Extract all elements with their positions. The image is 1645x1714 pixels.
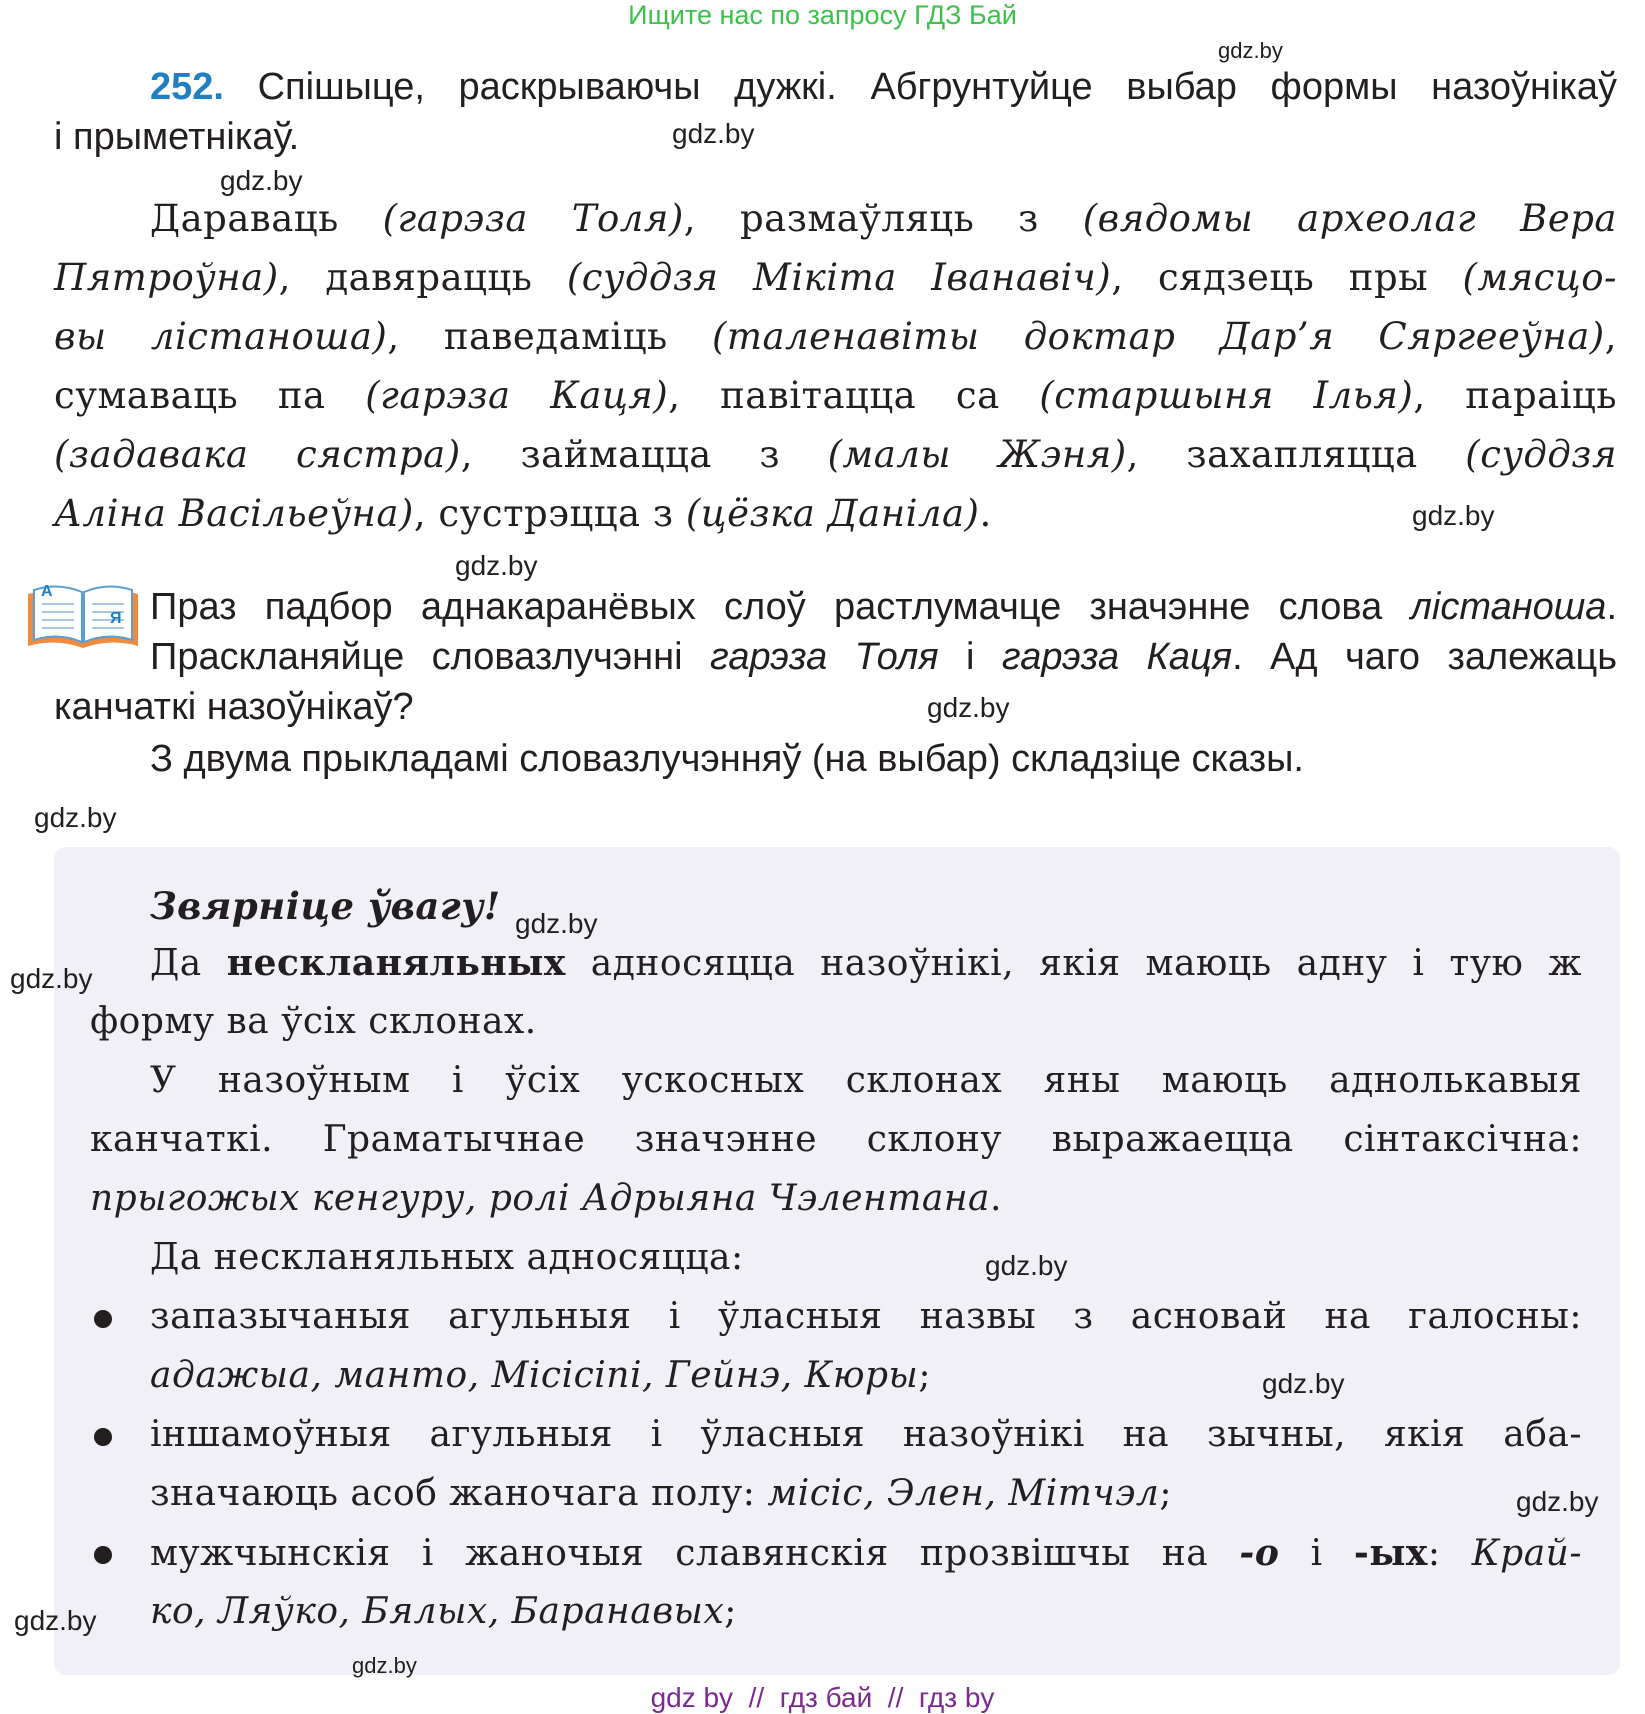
note-title: Звярніце ўвагу! bbox=[150, 884, 501, 928]
note-bullet-3a: мужчынскія і жаночыя славянскія прозвішчы на -о і -ых: Край- bbox=[150, 1532, 1582, 1574]
watermark: gdz.by bbox=[34, 802, 117, 833]
exercise-text-line-3: вы лістаноша), паведаміць (таленавіты доктар Дар’я Сяргееўна), bbox=[54, 315, 1618, 358]
watermark: gdz.by bbox=[672, 118, 755, 149]
watermark: gdz.by bbox=[985, 1250, 1068, 1281]
exercise-text-line-6: Аліна Васільеўна), сустрэцца з (цёзка Даніла). bbox=[54, 492, 992, 535]
watermark: gdz.by bbox=[455, 550, 538, 581]
note-bullet-2b: значаюць асоб жаночага полу: місіс, Элен, Мітчэл; bbox=[150, 1473, 1172, 1514]
note-paragraph-2b: канчаткі. Граматычнае значэнне склону выражаецца сінтаксічна: bbox=[90, 1119, 1582, 1160]
exercise-text-line-5: (задавака сястра), займацца з (малы Жэня), захапляцца (суддзя bbox=[54, 433, 1617, 476]
note-paragraph-1b: форму ва ўсіх склонах. bbox=[90, 1001, 537, 1042]
note-paragraph-2c: прыгожых кенгуру, ролі Адрыяна Чэлентана. bbox=[90, 1178, 1002, 1219]
watermark: gdz.by bbox=[515, 908, 598, 939]
note-bullet-2a: іншамоўныя агульныя і ўласныя назоўнікі на зычны, якія аба- bbox=[150, 1414, 1582, 1455]
exercise-text-line-2: Пятроўна), давярацць (суддзя Мікіта Іванавіч), сядзець пры (мясцо- bbox=[54, 256, 1617, 299]
exercise-task-line-2: і прыметнікаў. bbox=[54, 116, 300, 158]
note-bullet-1b: адажыа, манто, Місісіпі, Гейнэ, Кюры; bbox=[150, 1355, 932, 1396]
note-paragraph-1: Да нескланяльных адносяцца назоўнікі, якія маюць адну і тую ж bbox=[150, 942, 1582, 984]
exercise-text-line-4: сумаваць па (гарэза Каця), павітацца са (старшыня Ілья), параіць bbox=[54, 374, 1617, 417]
subtask-line-2: Праскланяйце словазлучэнні гарэза Толя і гарэза Каця. Ад чаго залежаць bbox=[150, 636, 1618, 678]
note-bullet-3b: ко, Ляўко, Бялых, Баранавых; bbox=[150, 1591, 737, 1632]
note-paragraph-3: Да нескланяльных адносяцца: bbox=[150, 1237, 744, 1278]
top-banner: Ищите нас по запросу ГДЗ Бай bbox=[628, 0, 1017, 30]
note-bullet-1a: запазычаныя агульныя і ўласныя назвы з асновай на галосны: bbox=[150, 1296, 1582, 1337]
subtask-line-1: Праз падбор аднакаранёвых слоў растлумачце значэнне слова лістаноша. bbox=[150, 586, 1617, 628]
subtask-line-4: З двума прыкладамі словазлучэнняў (на выбар) складзіце сказы. bbox=[150, 738, 1304, 780]
watermark: gdz.by bbox=[927, 692, 1010, 723]
note-paragraph-2a: У назоўным і ўсіх ускосных склонах яны маюць аднолькавыя bbox=[150, 1060, 1582, 1101]
watermark: gdz.by bbox=[220, 165, 303, 196]
subtask-line-3: канчаткі назоўнікаў? bbox=[54, 686, 414, 728]
watermark: gdz.by bbox=[14, 1605, 97, 1636]
bullet bbox=[94, 1428, 112, 1446]
exercise-task-line-1: 252. Спішыце, раскрываючы дужкі. Абгрунтуйце выбар формы назоўнікаў bbox=[150, 66, 1617, 108]
watermark: gdz.by bbox=[1412, 500, 1495, 531]
footer: gdz by // гдз бай // гдз by bbox=[650, 1682, 995, 1713]
bullet bbox=[94, 1310, 112, 1328]
watermark: gdz.by bbox=[1218, 38, 1283, 63]
watermark: gdz.by bbox=[1516, 1486, 1599, 1517]
watermark: gdz.by bbox=[1262, 1368, 1345, 1399]
book-icon-letter-a: А bbox=[41, 583, 53, 600]
bullet bbox=[94, 1546, 112, 1564]
watermark: gdz.by bbox=[10, 963, 93, 994]
book-icon-letter-ya: Я bbox=[110, 610, 122, 627]
exercise-text-line-1: Дараваць (гарэза Толя), размаўляць з (вядомы археолаг Вера bbox=[150, 197, 1617, 240]
watermark: gdz.by bbox=[352, 1653, 417, 1678]
exercise-number: 252. bbox=[150, 66, 224, 108]
